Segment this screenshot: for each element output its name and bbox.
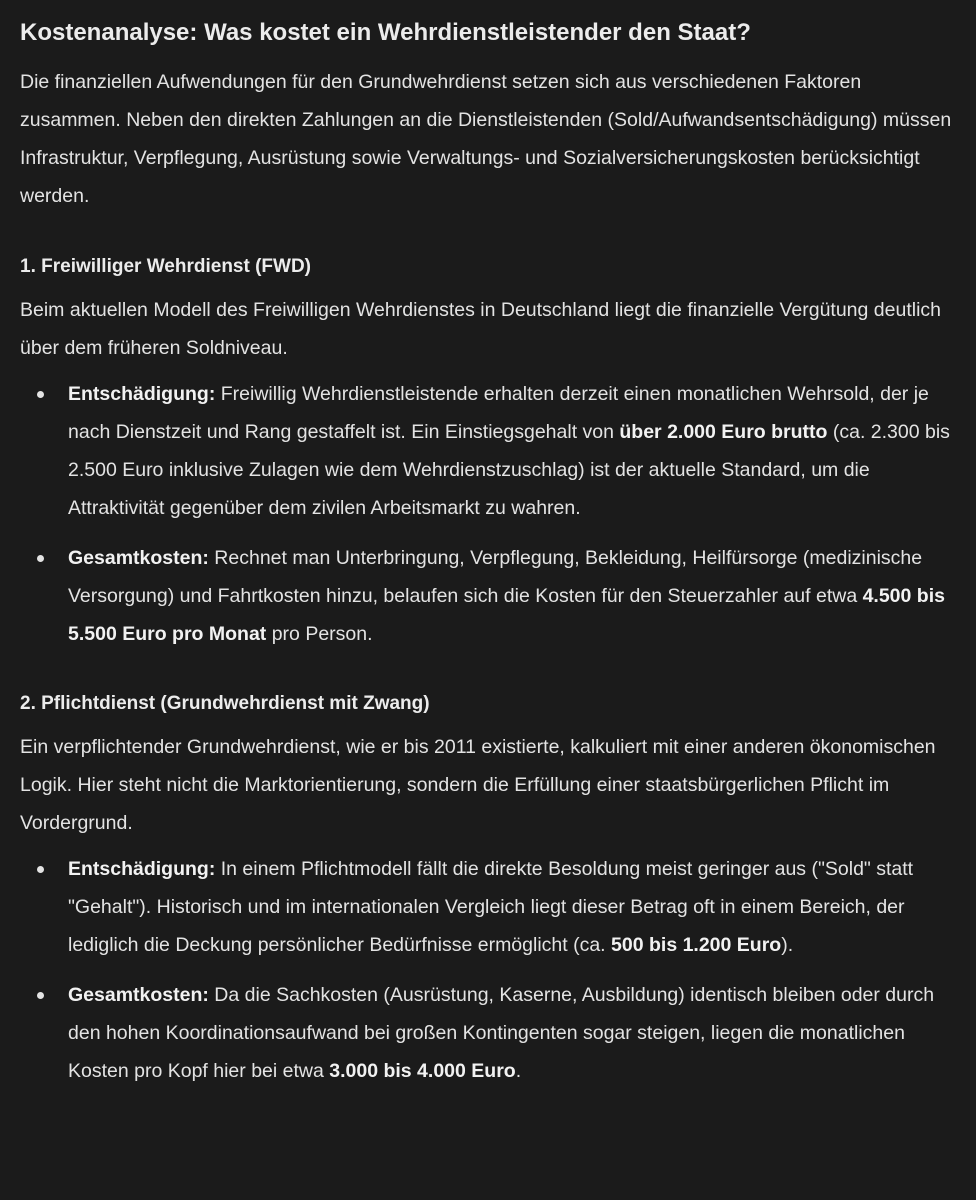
item-label: Entschädigung: <box>68 858 216 880</box>
bullet-list <box>20 375 956 653</box>
item-text: Freiwillig Wehrdienstleistende erhalten derzeit einen monatlichen Wehrsold, der je nach Dienstzeit und Rang gestaffelt ist. Ein Einstiegsgehalt von <box>68 383 929 443</box>
section-heading: 2. Pflichtdienst (Grundwehrdienst mit Zwang) <box>20 693 430 714</box>
section-heading: 1. Freiwilliger Wehrdienst (FWD) <box>20 256 312 277</box>
item-text: Da die Sachkosten (Ausrüstung, Kaserne, Ausbildung) identisch bleiben oder durch den hohen Koordinationsaufwand bei großen Kontingenten sogar steigen, liegen die monatlichen Kosten pro Kopf hier bei etwa <box>68 984 935 1082</box>
item-text: Rechnet man Unterbringung, Verpflegung, Bekleidung, Heilfürsorge (medizinische Versorgung) und Fahrtkosten hinzu, belaufen sich die Kosten für den Steuerzahler auf etwa <box>68 547 923 607</box>
list-item <box>20 375 956 527</box>
item-label: Entschädigung: <box>68 383 216 405</box>
item-highlight: 4.500 bis 5.500 Euro pro Monat <box>68 585 945 645</box>
item-label: Gesamtkosten: <box>68 547 209 569</box>
list-item <box>20 539 956 653</box>
intro-paragraph: Die finanziellen Aufwendungen für den Grundwehrdienst setzen sich aus verschiedenen Faktoren zusammen. Neben den direkten Zahlungen an die Dienstleistenden (Sold/Aufwandsentschädigung) müssen Infrastruktur, Verpflegung, Ausrüstung sowie Verwaltungs- und Sozialversicherungskosten berücksichtigt werden. <box>20 71 952 207</box>
list-item <box>20 976 956 1090</box>
list-item <box>20 850 956 964</box>
item-label: Gesamtkosten: <box>68 984 209 1006</box>
item-highlight: über 2.000 Euro brutto <box>619 421 828 443</box>
section-pflichtdienst <box>20 689 956 1090</box>
item-highlight: 500 bis 1.200 Euro <box>611 934 782 956</box>
section-paragraph: Ein verpflichtender Grundwehrdienst, wie er bis 2011 existierte, kalkuliert mit einer anderen ökonomischen Logik. Hier steht nicht die Marktorientierung, sondern die Erfüllung einer staatsbürgerlichen Pflicht im Vordergrund. <box>20 736 936 834</box>
item-text: In einem Pflichtmodell fällt die direkte Besoldung meist geringer aus ("Sold" statt "Gehalt"). Historisch und im internationalen Vergleich liegt dieser Betrag oft in einem Bereich, der lediglich die Deckung persönlicher Bedürfnisse ermöglicht (ca. <box>68 858 914 956</box>
item-text: . <box>515 1060 522 1082</box>
page-title: Kostenanalyse: Was kostet ein Wehrdienstleistender den Staat? <box>20 19 751 46</box>
bullet-list <box>20 850 956 1090</box>
section-fwd <box>20 252 956 653</box>
item-highlight: 3.000 bis 4.000 Euro <box>329 1060 516 1082</box>
item-text: (ca. 2.300 bis 2.500 Euro inklusive Zulagen wie dem Wehrdienstzuschlag) ist der aktuelle Standard, um die Attraktivität gegenüber dem zivilen Arbeitsmarkt zu wahren. <box>68 421 950 519</box>
section-paragraph: Beim aktuellen Modell des Freiwilligen Wehrdienstes in Deutschland liegt die finanzielle Vergütung deutlich über dem früheren Soldniveau. <box>20 299 941 359</box>
item-text: ). <box>781 934 794 956</box>
item-text: pro Person. <box>266 623 373 645</box>
